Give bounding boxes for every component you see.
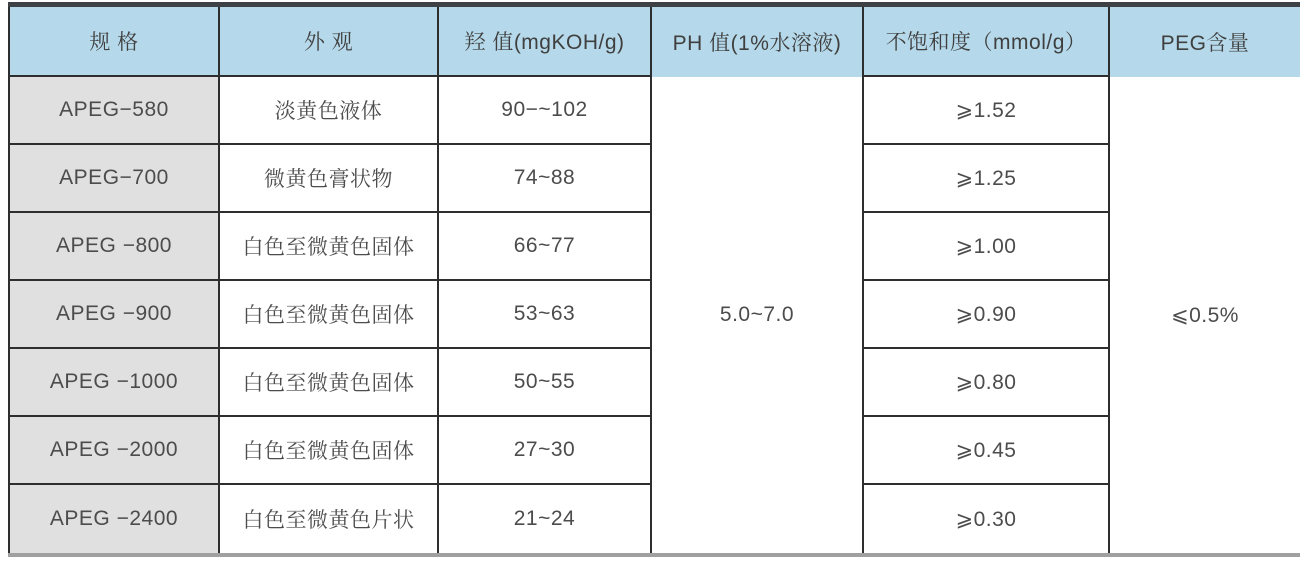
column-header-appearance: 外 观: [218, 7, 437, 77]
peg-merged-cell: ⩽0.5%: [1108, 77, 1300, 553]
unsaturation-cell: ⩾0.80: [862, 349, 1108, 417]
hydroxyl-cell: 66~77: [437, 213, 650, 281]
appearance-cell: 白色至微黄色固体: [218, 417, 437, 485]
unsaturation-cell: ⩾1.25: [862, 145, 1108, 213]
unsaturation-cell: ⩾0.30: [862, 485, 1108, 553]
apeg-spec-table: [8, 2, 1300, 557]
table-row: [8, 77, 1300, 145]
spec-cell: APEG −2000: [8, 417, 218, 485]
column-header-ph-value: PH 值(1%水溶液): [650, 7, 862, 77]
header-row: [8, 7, 1300, 77]
appearance-cell: 淡黄色液体: [218, 77, 437, 145]
column-header-hydroxyl-value: 羟 值(mgKOH/g): [437, 7, 650, 77]
spec-cell: APEG −2400: [8, 485, 218, 553]
spec-cell: APEG−580: [8, 77, 218, 145]
spec-cell: APEG −900: [8, 281, 218, 349]
hydroxyl-cell: 21~24: [437, 485, 650, 553]
ph-merged-cell: 5.0~7.0: [650, 77, 862, 553]
unsaturation-cell: ⩾1.00: [862, 213, 1108, 281]
hydroxyl-cell: 50~55: [437, 349, 650, 417]
hydroxyl-cell: 27~30: [437, 417, 650, 485]
appearance-cell: 微黄色膏状物: [218, 145, 437, 213]
hydroxyl-cell: 74~88: [437, 145, 650, 213]
column-header-peg-content: PEG含量: [1108, 7, 1300, 77]
unsaturation-cell: ⩾0.45: [862, 417, 1108, 485]
spec-cell: APEG−700: [8, 145, 218, 213]
appearance-cell: 白色至微黄色固体: [218, 213, 437, 281]
appearance-cell: 白色至微黄色固体: [218, 281, 437, 349]
column-header-unsaturation: 不饱和度（mmol/g）: [862, 7, 1108, 77]
hydroxyl-cell: 90−~102: [437, 77, 650, 145]
appearance-cell: 白色至微黄色固体: [218, 349, 437, 417]
unsaturation-cell: ⩾0.90: [862, 281, 1108, 349]
column-header-spec: 规 格: [8, 7, 218, 77]
hydroxyl-cell: 53~63: [437, 281, 650, 349]
spec-cell: APEG −1000: [8, 349, 218, 417]
appearance-cell: 白色至微黄色片状: [218, 485, 437, 553]
spec-cell: APEG −800: [8, 213, 218, 281]
unsaturation-cell: ⩾1.52: [862, 77, 1108, 145]
